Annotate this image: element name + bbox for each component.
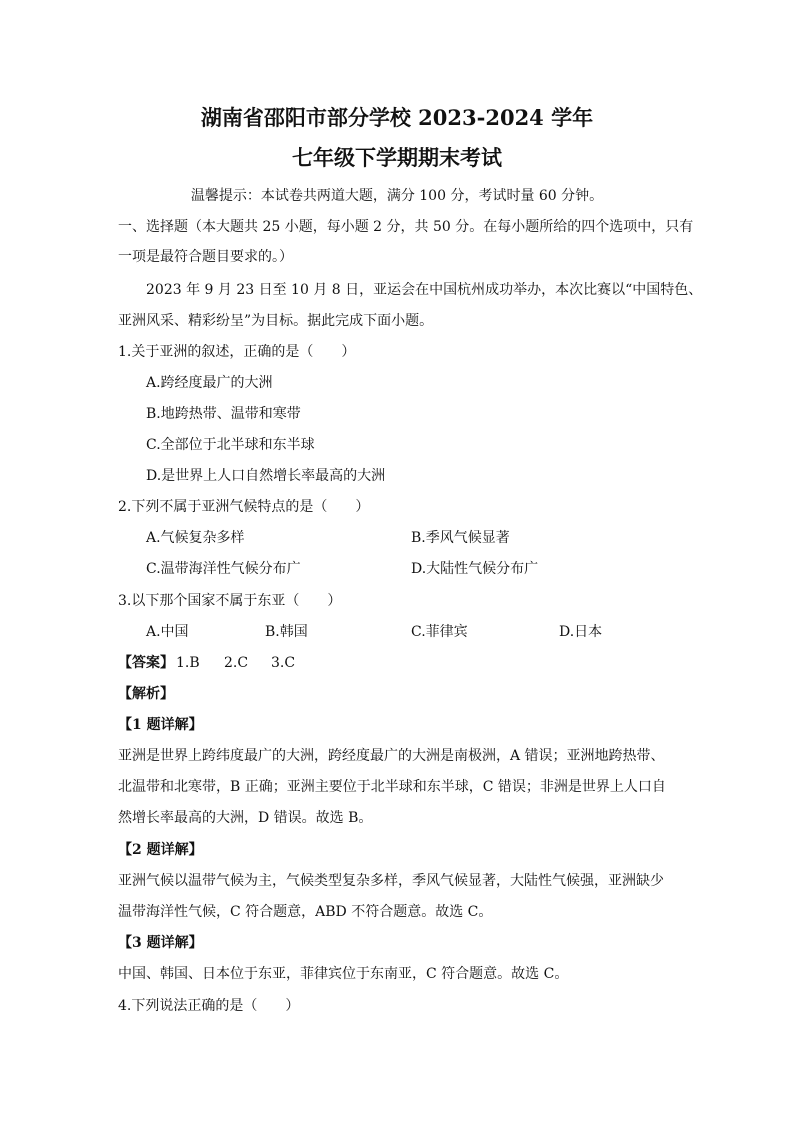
question-2-option-d: D.大陆性气候分布广: [411, 561, 539, 577]
page-subtitle: 七年级下学期期末考试: [292, 145, 502, 170]
question-2-option-b: B.季风气候显著: [411, 530, 510, 546]
question-3-stem: 3.以下那个国家不属于东亚（ ）: [118, 593, 342, 609]
question-1-option-b: B.地跨热带、温带和寒带: [146, 406, 301, 422]
analysis-q3-line-1: 中国、韩国、日本位于东亚，菲律宾位于东南亚，C 符合题意。故选 C。: [118, 966, 569, 982]
question-3-option-b: B.韩国: [265, 624, 308, 640]
section-intro-line-2: 一项是最符合题目要求的。）: [118, 249, 293, 265]
question-1-stem: 1.关于亚洲的叙述，正确的是（ ）: [118, 344, 356, 360]
answer-label: 【答案】: [118, 655, 174, 671]
analysis-q1-line-2: 北温带和北寒带，B 正确；亚洲主要位于北半球和东半球，C 错误；非洲是世界上人口自: [118, 779, 666, 795]
answer-item-1: 1.B: [176, 655, 200, 671]
section-intro-line-1: 一、选择题（本大题共 25 小题，每小题 2 分，共 50 分。在每小题所给的四个选项中，只有: [118, 219, 694, 235]
question-2-stem: 2.下列不属于亚洲气候特点的是（ ）: [118, 499, 370, 515]
question-2-option-c: C.温带海洋性气候分布广: [146, 561, 301, 577]
analysis-q1-line-3: 然增长率最高的大洲，D 错误。故选 B。: [118, 810, 373, 826]
material-line-1: 2023 年 9 月 23 日至 10 月 8 日，亚运会在中国杭州成功举办，本次比赛以“中国特色、: [146, 282, 703, 298]
analysis-q1-label: 【1 题详解】: [118, 717, 203, 733]
question-4-stem: 4.下列说法正确的是（ ）: [118, 998, 300, 1014]
answer-item-2: 2.C: [224, 655, 249, 671]
notice-text: 温馨提示：本试卷共两道大题，满分 100 分，考试时量 60 分钟。: [190, 188, 604, 204]
question-3-option-c: C.菲律宾: [411, 624, 468, 640]
question-1-option-a: A.跨经度最广的大洲: [146, 375, 273, 391]
analysis-q2-line-2: 温带海洋性气候，C 符合题意，ABD 不符合题意。故选 C。: [118, 904, 493, 920]
question-3-option-a: A.中国: [146, 624, 189, 640]
answer-item-3: 3.C: [271, 655, 296, 671]
question-3-option-d: D.日本: [559, 624, 603, 640]
analysis-q2-label: 【2 题详解】: [118, 842, 203, 858]
question-1-option-d: D.是世界上人口自然增长率最高的大洲: [146, 468, 386, 484]
question-1-option-c: C.全部位于北半球和东半球: [146, 437, 315, 453]
page-title: 湖南省邵阳市部分学校 2023-2024 学年: [200, 105, 594, 130]
analysis-q1-line-1: 亚洲是世界上跨纬度最广的大洲，跨经度最广的大洲是南极洲，A 错误；亚洲地跨热带、: [118, 748, 665, 764]
material-line-2: 亚洲风采、精彩纷呈”为目标。据此完成下面小题。: [118, 313, 434, 329]
question-2-option-a: A.气候复杂多样: [146, 530, 245, 546]
analysis-q2-line-1: 亚洲气候以温带气候为主，气候类型复杂多样，季风气候显著，大陆性气候强，亚洲缺少: [118, 873, 664, 889]
analysis-q3-label: 【3 题详解】: [118, 935, 203, 951]
analysis-label: 【解析】: [118, 686, 174, 702]
